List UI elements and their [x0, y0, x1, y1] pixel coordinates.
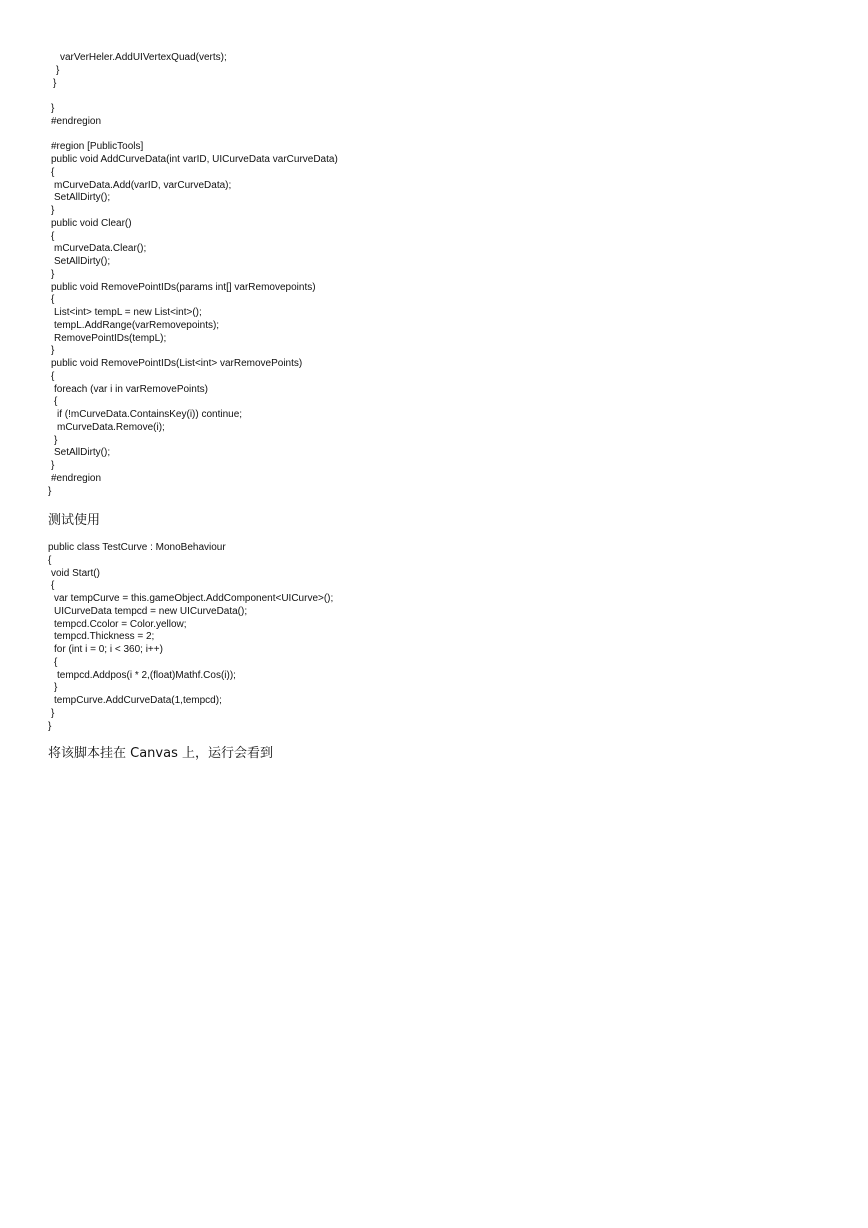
code-line: [51, 129, 338, 142]
code-line: {: [51, 230, 55, 242]
section-heading-canvas-note: 将该脚本挂在 Canvas 上，运行会看到: [48, 746, 273, 761]
code-line: for (int i = 0; i < 360; i++): [54, 644, 163, 655]
code-line: mCurveData.Add(varID, varCurveData);: [54, 179, 232, 191]
code-line: public void AddCurveData(int varID, UICurveData varCurveData): [51, 154, 338, 165]
code-line: }: [56, 64, 60, 76]
code-line: }: [51, 103, 55, 114]
code-line: }: [53, 77, 57, 89]
code-block-test-curve: [0, 542, 334, 733]
code-line: SetAllDirty();: [54, 192, 111, 204]
code-line: {: [54, 656, 58, 668]
code-line: }: [51, 707, 55, 719]
code-line: tempCurve.AddCurveData(1,tempcd);: [54, 695, 222, 706]
code-line: {: [51, 370, 55, 382]
code-line: UICurveData tempcd = new UICurveData();: [54, 605, 248, 617]
code-line: RemovePointIDs(tempL);: [54, 332, 167, 344]
code-line: #endregion: [51, 472, 102, 484]
code-line: }: [51, 460, 55, 471]
code-line: foreach (var i in varRemovePoints): [54, 383, 208, 395]
code-line: }: [48, 720, 52, 732]
code-line: #endregion: [51, 115, 102, 127]
code-line: {: [51, 580, 55, 592]
code-line: {: [48, 554, 52, 566]
code-line: varVerHeler.AddUIVertexQuad(verts);: [60, 52, 227, 63]
code-line: {: [54, 396, 58, 408]
code-line: }: [48, 485, 52, 497]
code-line: tempcd.Ccolor = Color.yellow;: [54, 618, 187, 630]
section-heading-test-usage: 测试使用: [48, 513, 101, 528]
code-line: var tempCurve = this.gameObject.AddComponent<UICurve>();: [54, 593, 334, 604]
code-line: mCurveData.Remove(i);: [57, 421, 165, 433]
code-line: public class TestCurve : MonoBehaviour: [48, 542, 226, 553]
code-line: SetAllDirty();: [54, 447, 111, 459]
code-line: }: [51, 205, 55, 216]
code-line: }: [54, 434, 58, 446]
code-line: {: [51, 166, 55, 178]
code-line: [51, 90, 338, 103]
code-line: tempcd.Thickness = 2;: [54, 631, 155, 643]
code-line: tempL.AddRange(varRemovepoints);: [54, 319, 220, 331]
code-line: }: [54, 682, 58, 694]
code-line: void Start(): [51, 567, 100, 579]
code-line: #region [PublicTools]: [51, 141, 144, 153]
code-line: {: [51, 294, 55, 306]
code-line: public void RemovePointIDs(List<int> varRemovePoints): [51, 358, 303, 369]
code-line: if (!mCurveData.ContainsKey(i)) continue;: [57, 409, 243, 420]
code-line: public void Clear(): [51, 217, 132, 229]
code-block-curve-tools: [0, 52, 338, 498]
code-line: List<int> tempL = new List<int>();: [54, 307, 202, 318]
code-line: tempcd.Addpos(i * 2,(float)Mathf.Cos(i));: [57, 669, 236, 681]
code-line: SetAllDirty();: [54, 256, 111, 267]
code-line: }: [51, 268, 55, 280]
code-line: mCurveData.Clear();: [54, 243, 147, 255]
code-line: }: [51, 345, 55, 357]
code-line: public void RemovePointIDs(params int[] varRemovepoints): [51, 281, 316, 293]
